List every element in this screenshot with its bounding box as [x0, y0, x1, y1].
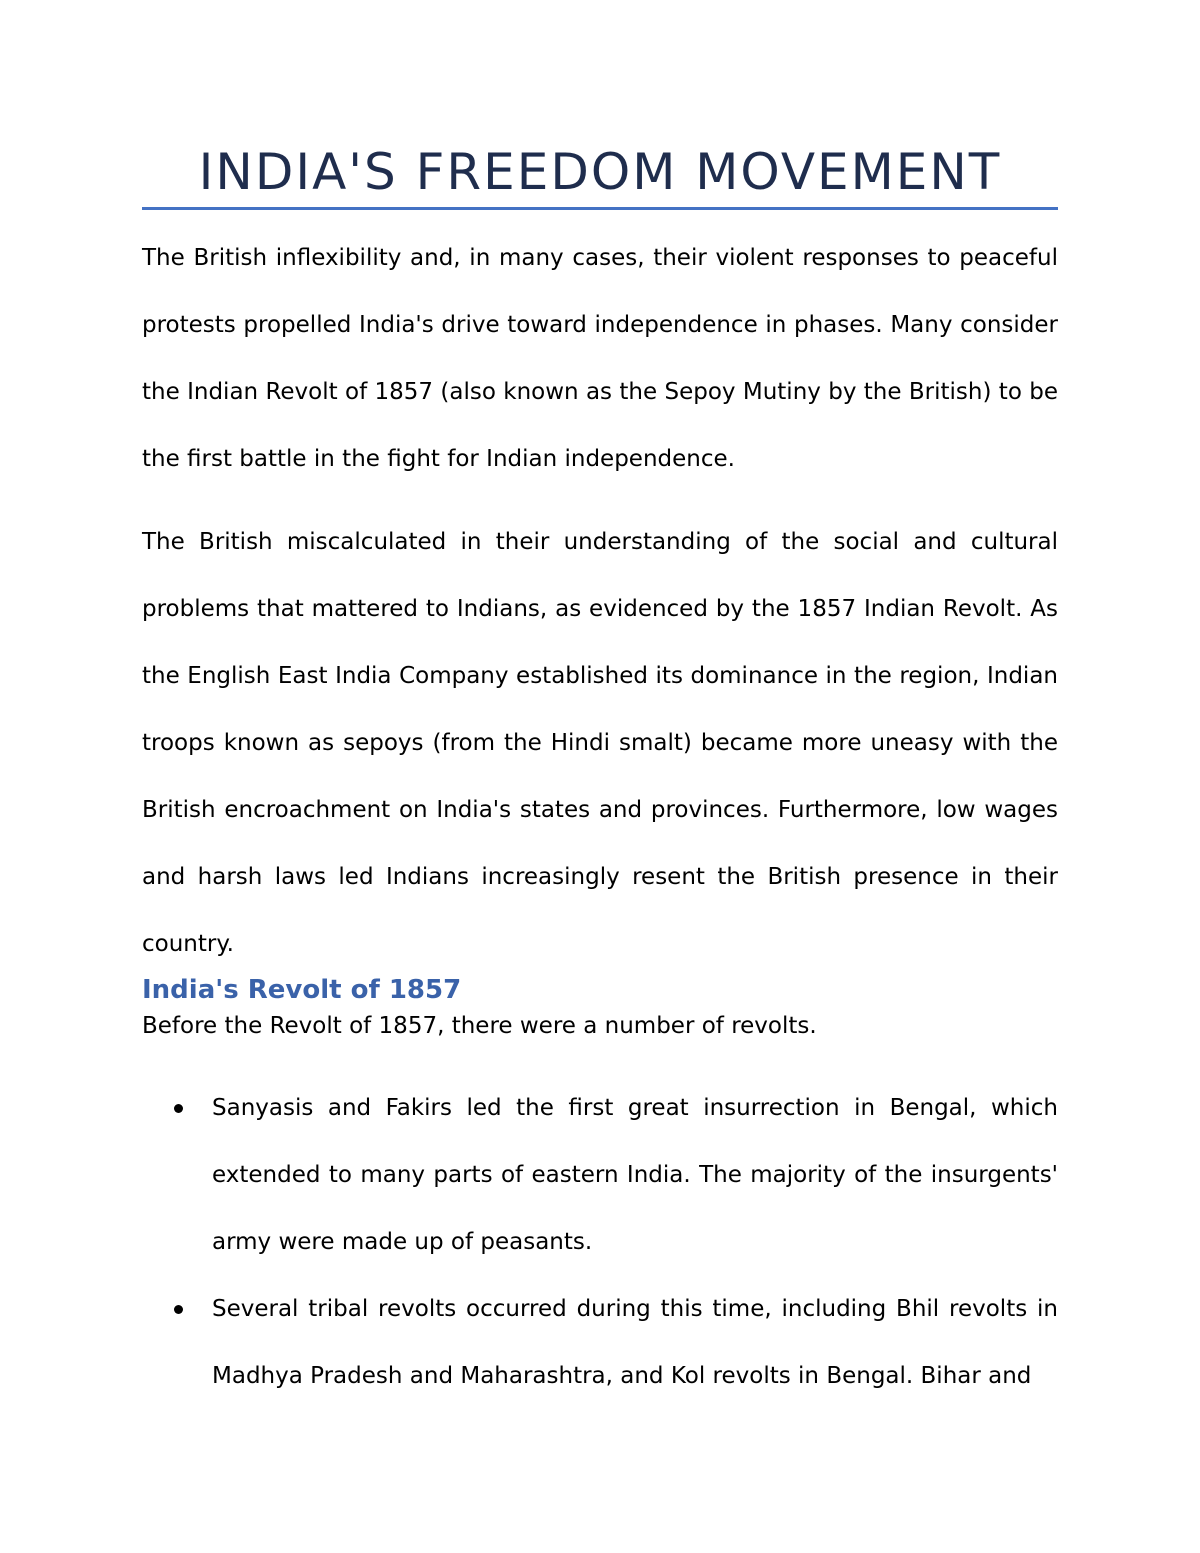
section-intro: Before the Revolt of 1857, there were a number of revolts.: [142, 1013, 817, 1039]
list-item: [142, 1276, 1058, 1410]
paragraph-context: The British miscalculated in their understanding of the social and cultural problems that mattered to Indians, as evidenced by the 1857 Indian Revolt. As the English East India Company established its dominance in the region, Indian troops known as sepoys (from the Hindi smalt) became more uneasy with the British encroachment on India's states and provinces. Furthermore, low wages and harsh laws led Indians increasingly resent the British presence in their country.: [142, 529, 1058, 957]
list-item-text: Several tribal revolts occurred during this time, including Bhil revolts in Madhya Pradesh and Maharashtra, and Kol revolts in Bengal. Bihar and: [212, 1296, 1058, 1389]
document-title: INDIA'S FREEDOM MOVEMENT: [198, 143, 1002, 201]
bullet-icon: [174, 1104, 183, 1113]
section-heading: India's Revolt of 1857: [142, 975, 462, 1005]
paragraph-intro: The British inflexibility and, in many cases, their violent responses to peaceful protests propelled India's drive toward independence in phases. Many consider the Indian Revolt of 1857 (also known as the Sepoy Mutiny by the British) to be the first battle in the fight for Indian independence.: [142, 245, 1058, 472]
list-item-text: Sanyasis and Fakirs led the first great insurrection in Bengal, which extended to many parts of eastern India. The majority of the insurgents' army were made up of peasants.: [212, 1095, 1058, 1255]
bullet-icon: [174, 1305, 183, 1314]
revolts-list: [142, 1075, 1058, 1410]
title-underline: [142, 207, 1058, 210]
list-item: [142, 1075, 1058, 1276]
